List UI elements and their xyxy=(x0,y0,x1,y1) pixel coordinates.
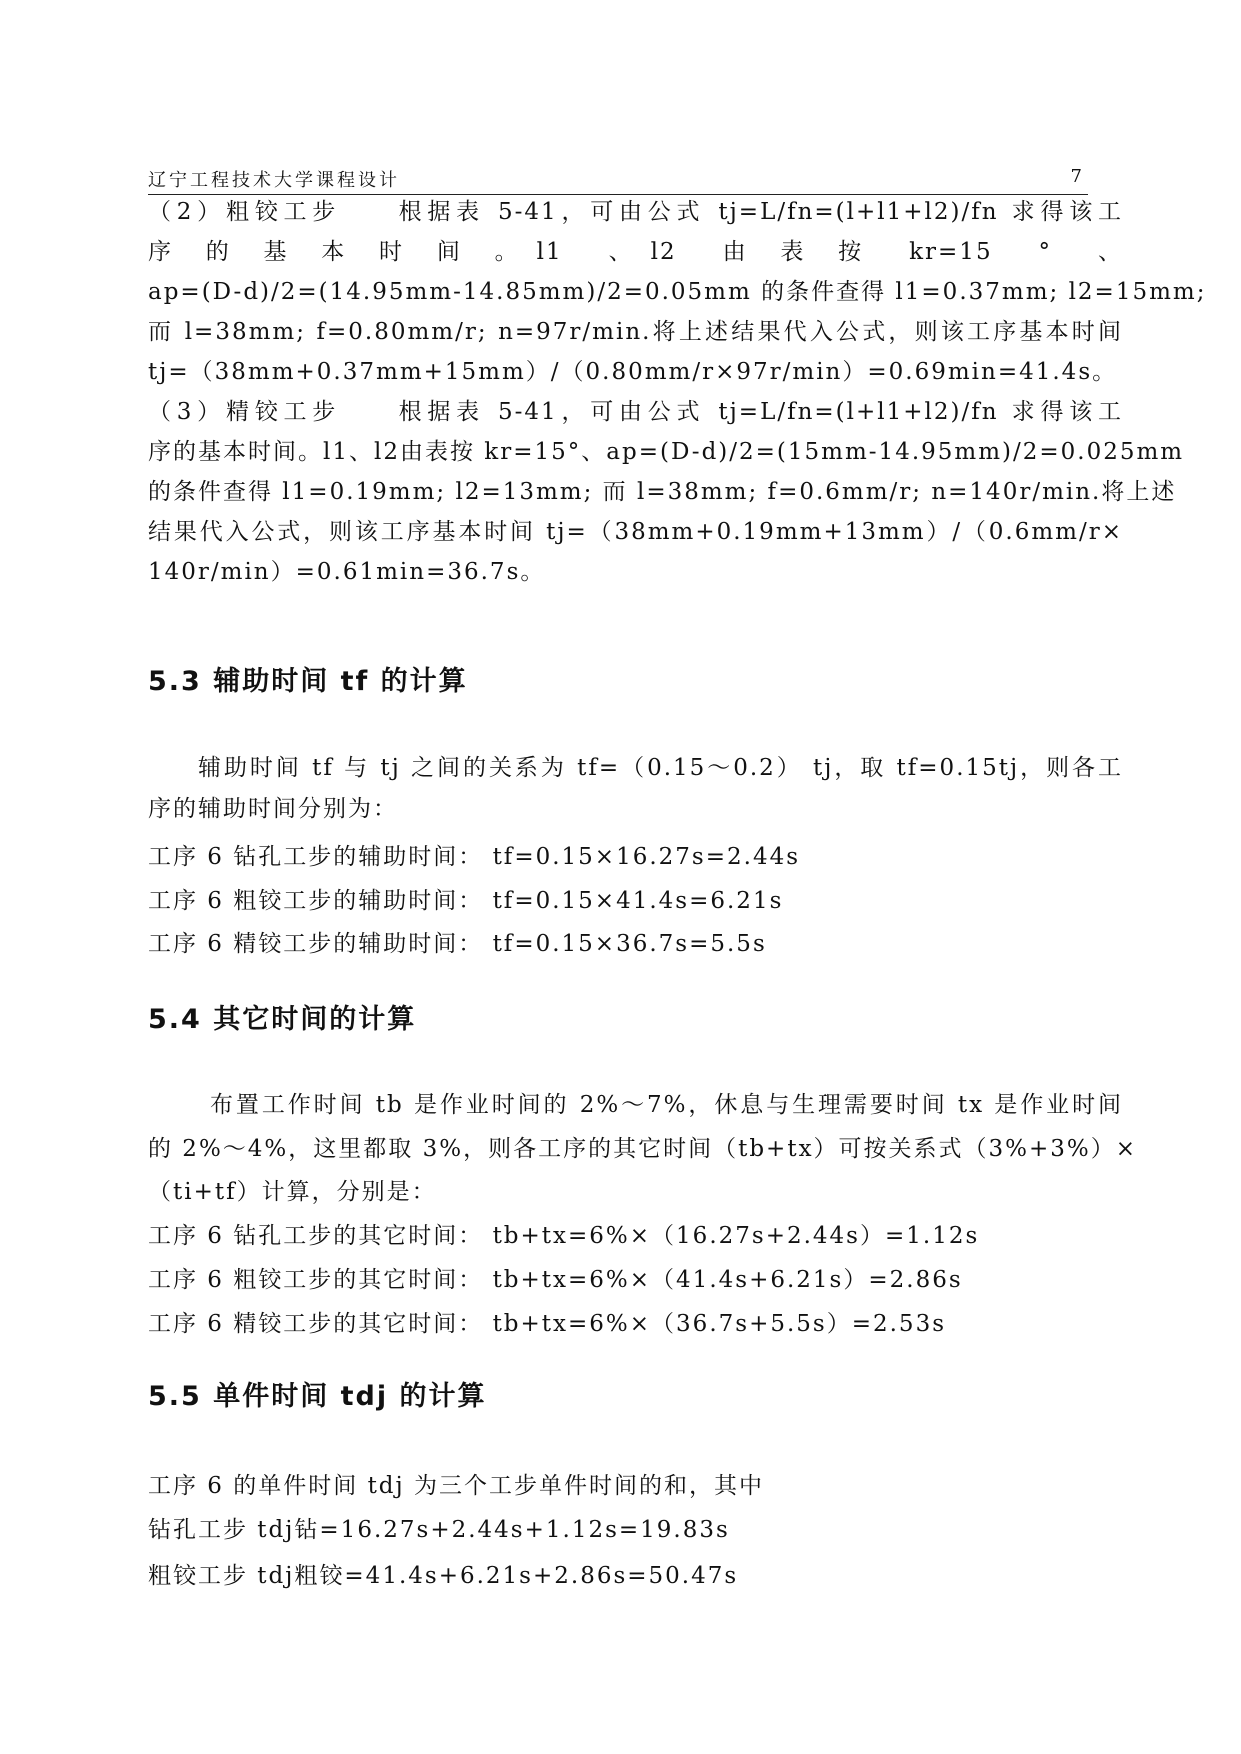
s53-line5: 工序 6 精铰工步的辅助时间： tf=0.15×36.7s=5.5s xyxy=(148,931,767,957)
s54-line3: （ti+tf）计算，分别是： xyxy=(148,1179,437,1205)
para1-line3: ap=(D-d)/2=(14.95mm-14.85mm)/2=0.05mm 的条件查得 l1=0.37mm; l2=15mm; xyxy=(148,279,1207,305)
para2-line2: 序的基本时间。l1、l2由表按 kr=15°、ap=(D-d)/2=(15mm-14.95mm)/2=0.025mm xyxy=(148,439,1185,465)
s55-line2: 钻孔工步 tdj钻=16.27s+2.44s+1.12s=19.83s xyxy=(148,1517,730,1543)
para2-line1: （3）精铰工步 根据表 5-41，可由公式 tj=L/fn=(l+l1+l2)/fn 求得该工 xyxy=(148,399,1123,425)
s54-line4: 工序 6 钻孔工步的其它时间： tb+tx=6%×（16.27s+2.44s）=1.12s xyxy=(148,1223,980,1249)
s53-line4: 工序 6 粗铰工步的辅助时间： tf=0.15×41.4s=6.21s xyxy=(148,888,784,914)
para1-line5: tj=（38mm+0.37mm+15mm）/（0.80mm/r×97r/min）=0.69min=41.4s。 xyxy=(148,359,1118,385)
s54-line5: 工序 6 粗铰工步的其它时间： tb+tx=6%×（41.4s+6.21s）=2.86s xyxy=(148,1267,963,1293)
s53-line2: 序的辅助时间分别为： xyxy=(148,796,398,822)
page-number: 7 xyxy=(1070,166,1082,187)
s53-line1: 辅助时间 tf 与 tj 之间的关系为 tf=（0.15～0.2） tj，取 tf=0.15tj，则各工 xyxy=(198,755,1123,781)
para1-line1: （2）粗铰工步 根据表 5-41，可由公式 tj=L/fn=(l+l1+l2)/fn 求得该工 xyxy=(148,199,1123,225)
para1-line2: 序 的 基 本 时 间 。 l1 、 l2 由 表 按 kr=15 ° 、 xyxy=(148,239,1123,265)
s54-line6: 工序 6 精铰工步的其它时间： tb+tx=6%×（36.7s+5.5s）=2.53s xyxy=(148,1311,947,1337)
page-header xyxy=(148,164,1088,195)
s54-line1: 布置工作时间 tb 是作业时间的 2%～7%，休息与生理需要时间 tx 是作业时间 xyxy=(210,1092,1123,1118)
s54-line2: 的 2%～4%，这里都取 3%，则各工序的其它时间（tb+tx）可按关系式（3%+3%）× xyxy=(148,1136,1138,1162)
para1-line4: 而 l=38mm; f=0.80mm/r; n=97r/min.将上述结果代入公式，则该工序基本时间 xyxy=(148,319,1123,345)
section-heading-5-4: 5.4 其它时间的计算 xyxy=(148,1004,417,1035)
section-heading-5-5: 5.5 单件时间 tdj 的计算 xyxy=(148,1381,487,1412)
para2-line4: 结果代入公式，则该工序基本时间 tj=（38mm+0.19mm+13mm）/（0.6mm/r× xyxy=(148,519,1123,545)
para2-line3: 的条件查得 l1=0.19mm; l2=13mm; 而 l=38mm; f=0.6mm/r; n=140r/min.将上述 xyxy=(148,479,1177,505)
s55-line3: 粗铰工步 tdj粗铰=41.4s+6.21s+2.86s=50.47s xyxy=(148,1563,739,1589)
section-heading-5-3: 5.3 辅助时间 tf 的计算 xyxy=(148,666,468,697)
para2-line5: 140r/min）=0.61min=36.7s。 xyxy=(148,559,546,585)
s53-line3: 工序 6 钻孔工步的辅助时间： tf=0.15×16.27s=2.44s xyxy=(148,844,801,870)
header-school-name: 辽宁工程技术大学课程设计 xyxy=(148,170,400,191)
s55-line1: 工序 6 的单件时间 tdj 为三个工步单件时间的和，其中 xyxy=(148,1473,764,1499)
